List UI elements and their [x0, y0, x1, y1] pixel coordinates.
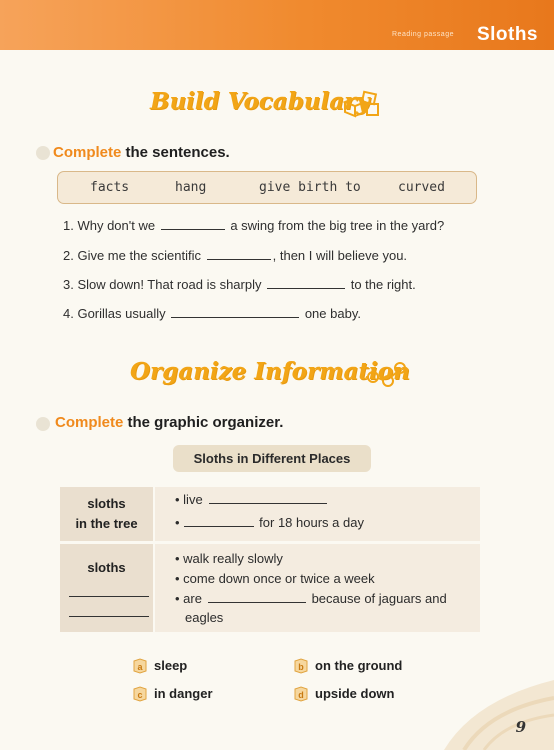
svg-text:d: d [298, 690, 304, 700]
instruction-bullet [36, 417, 50, 431]
svg-text:b: b [298, 662, 304, 672]
svg-text:c: c [137, 690, 143, 700]
instruction-complete-sentences [53, 144, 230, 161]
header-banner [0, 0, 554, 50]
instruction-highlight: Complete [53, 144, 122, 161]
row-1-label: in the tree [75, 516, 138, 531]
option-d-icon [293, 686, 309, 702]
row-2-item-3-continued: eagles [185, 610, 224, 625]
instruction-text: the graphic organizer. [123, 414, 284, 431]
answer-blank[interactable] [267, 287, 345, 289]
svg-text:a: a [137, 662, 143, 672]
option-upside-down: upside down [315, 686, 395, 701]
sentence-1 [63, 218, 444, 233]
sentence-text: 2. Give me the scientific [63, 248, 205, 263]
answer-blank[interactable] [209, 502, 327, 504]
header-title: Sloths [476, 24, 538, 45]
answer-blank[interactable] [69, 615, 149, 617]
answer-blank[interactable] [161, 228, 225, 230]
header-subtitle: Reading passage [392, 31, 454, 38]
connector-circles-icon [366, 360, 410, 388]
word-bank-item: give birth to [259, 180, 361, 195]
instruction-highlight: Complete [55, 414, 124, 431]
option-a-icon [132, 658, 148, 674]
sentence-3 [63, 277, 416, 292]
option-on-the-ground: on the ground [315, 658, 403, 673]
row-2-label: sloths [87, 560, 126, 575]
answer-blank[interactable] [171, 316, 299, 318]
item-text: • live [175, 492, 203, 507]
instruction-complete-organizer [55, 414, 283, 431]
instruction-bullet [36, 146, 50, 160]
item-text: for 18 hours a day [255, 515, 364, 530]
organizer-row-2-label-cell [60, 544, 153, 632]
sentence-text: , then I will believe you. [272, 248, 408, 263]
item-text: because of jaguars and [307, 591, 447, 606]
word-bank [57, 171, 477, 204]
sentence-text: one baby. [301, 306, 361, 321]
row-1-label: sloths [87, 496, 126, 511]
answer-blank[interactable] [184, 525, 254, 527]
row-2-item-2: • come down once or twice a week [175, 571, 375, 586]
sentence-text: 1. Why don't we [63, 218, 159, 233]
sentence-text: 4. Gorillas usually [63, 306, 170, 321]
graphic-organizer [60, 487, 480, 632]
option-b-icon [293, 658, 309, 674]
answer-blank[interactable] [207, 258, 271, 260]
word-bank-item: hang [175, 180, 207, 195]
organizer-title: Sloths in Different Places [173, 445, 371, 472]
answer-blank[interactable] [69, 595, 149, 597]
word-bank-item: curved [398, 180, 445, 195]
sentence-text: a swing from the big tree in the yard? [226, 218, 445, 233]
answer-blank[interactable] [208, 601, 306, 603]
option-c-icon [132, 686, 148, 702]
organize-information-heading: Organize Information [130, 358, 410, 385]
row-2-item-3 [175, 591, 447, 606]
row-1-item-1 [175, 492, 329, 507]
option-sleep: sleep [154, 658, 188, 673]
sentence-4 [63, 306, 361, 321]
page-number: 9 [515, 718, 526, 736]
instruction-text: the sentences. [121, 144, 230, 161]
row-2-item-1: • walk really slowly [175, 551, 283, 566]
word-bank-item: facts [90, 180, 130, 195]
row-1-item-2 [175, 515, 364, 530]
sentence-text: 3. Slow down! That road is sharply [63, 277, 266, 292]
corner-swirl-decoration [434, 660, 554, 750]
sentence-2 [63, 248, 407, 263]
item-text: • [175, 515, 180, 530]
option-in-danger: in danger [154, 686, 213, 701]
item-text: • are [175, 591, 202, 606]
sentence-text: to the right. [347, 277, 416, 292]
blocks-icon [341, 90, 381, 118]
build-vocabulary-heading: Build Vocabulary [150, 88, 370, 115]
